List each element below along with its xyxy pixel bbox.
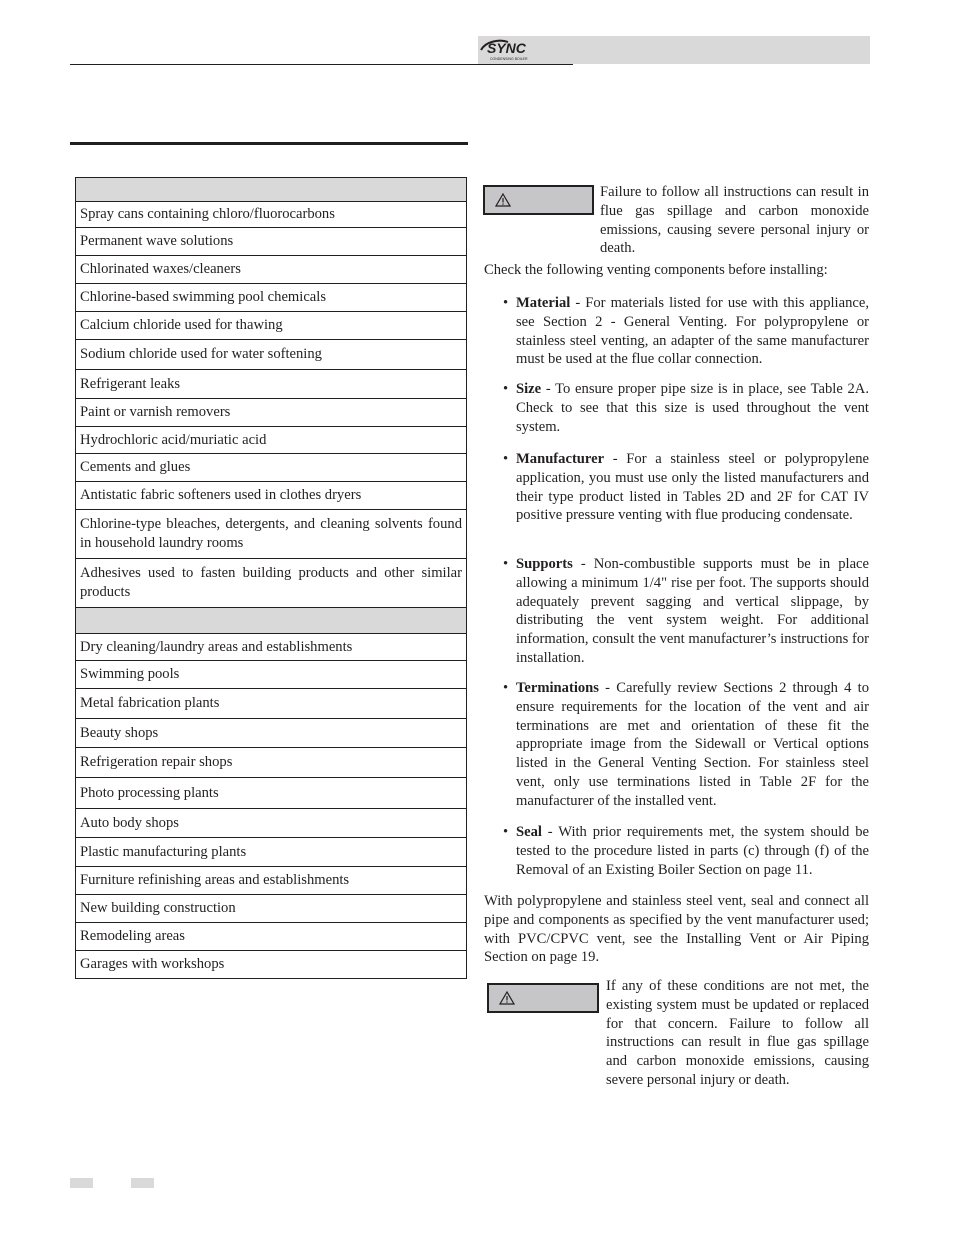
- table-row: [76, 340, 467, 370]
- bullet-dot: •: [503, 295, 509, 311]
- table-cell: Hydrochloric acid/muriatic acid: [76, 427, 467, 454]
- table-cell: Antistatic fabric softeners used in clothes dryers: [76, 482, 467, 510]
- table-cell: Garages with workshops: [76, 951, 467, 979]
- footer-page-box: [70, 1178, 93, 1188]
- bullet-item: [516, 380, 869, 436]
- bullet-text: - For a stainless steel or polypropylene application, you must use only the listed manufacturers and their type product listed in Tables 2D and 2F for CAT IV positive pressure venting with flue producing condensate.: [516, 451, 869, 524]
- warning-label-2: [487, 983, 599, 1013]
- warning-label-1: [483, 185, 594, 215]
- table-row: [76, 838, 467, 867]
- bullet-dot: •: [503, 381, 509, 397]
- bullet-text: - For materials listed for use with this appliance, see Section 2 - General Venting. For polypropylene or stainless steel venting, an adapter of the same manufacturer must be used at the flue collar connection.: [516, 295, 869, 368]
- table-cell: New building construction: [76, 895, 467, 923]
- table-cell: Chlorinated waxes/cleaners: [76, 256, 467, 284]
- table-cell: Refrigeration repair shops: [76, 748, 467, 778]
- bullet-item: [516, 823, 869, 879]
- bullet-item: [516, 450, 869, 525]
- table-row: [76, 482, 467, 510]
- bullet-item: [516, 294, 869, 369]
- table-cell: Refrigerant leaks: [76, 370, 467, 399]
- table-cell: Calcium chloride used for thawing: [76, 312, 467, 340]
- warning-text-2: If any of these conditions are not met, the existing system must be updated or replaced for that concern. Failure to follow all instructions can result in flue gas spillage and carbon monoxide emissions, causing severe personal injury or death.: [606, 978, 869, 1088]
- table-row: [76, 634, 467, 661]
- bullet-term: Supports: [516, 556, 573, 572]
- table-row: [76, 559, 467, 608]
- table-row: [76, 809, 467, 838]
- table-cell: Adhesives used to fasten building products and other similar products: [76, 559, 467, 608]
- table-row: [76, 256, 467, 284]
- table-row: [76, 427, 467, 454]
- bullet-text: - Carefully review Sections 2 through 4 to ensure requirements for the location of the vent and air terminations are met and orientation of these fit the appropriate image from the Sidewall or Vertical options listed in the General Venting Section. For stainless steel vent, only use terminations listed in Table 2F for the manufacturer of the installed vent.: [516, 680, 869, 809]
- table-cell: Furniture refinishing areas and establishments: [76, 867, 467, 895]
- sync-logo: [478, 36, 568, 64]
- table-row: [76, 370, 467, 399]
- table-cell: Paint or varnish removers: [76, 399, 467, 427]
- table-cell: Auto body shops: [76, 809, 467, 838]
- bullet-term: Material: [516, 295, 571, 311]
- bullet-term: Size: [516, 381, 542, 397]
- table-row: [76, 202, 467, 228]
- table-cell: Photo processing plants: [76, 778, 467, 809]
- bullet-term: Terminations: [516, 680, 599, 696]
- logo-text: SYNC: [487, 40, 526, 56]
- warning-triangle-icon: [499, 991, 515, 1005]
- bullet-dot: •: [503, 556, 509, 572]
- table-row: [76, 951, 467, 979]
- table-header-row: [76, 608, 467, 634]
- table-row: [76, 923, 467, 951]
- header-rule: [70, 64, 573, 65]
- table-cell: Metal fabrication plants: [76, 689, 467, 719]
- bullet-dot: •: [503, 451, 509, 467]
- table-cell: Permanent wave solutions: [76, 228, 467, 256]
- table-cell: Beauty shops: [76, 719, 467, 748]
- intro-text: Check the following venting components before installing:: [484, 262, 828, 278]
- contaminants-table: [75, 177, 467, 979]
- table-cell: Plastic manufacturing plants: [76, 838, 467, 867]
- bullet-dot: •: [503, 824, 509, 840]
- logo-subtext: CONDENSING BOILER: [490, 57, 528, 61]
- table-row: [76, 284, 467, 312]
- table-cell: Sodium chloride used for water softening: [76, 340, 467, 370]
- table-row: [76, 661, 467, 689]
- table-row: [76, 312, 467, 340]
- table-row: [76, 228, 467, 256]
- warning-triangle-icon: [495, 193, 511, 207]
- closing-text: With polypropylene and stainless steel vent, seal and connect all pipe and components as specified by the vent manufacturer used; with PVC/CPVC vent, see the Installing Vent or Air Piping Section on page 19.: [484, 893, 869, 966]
- table-row: [76, 867, 467, 895]
- table-header-row: [76, 178, 467, 202]
- table-cell: Spray cans containing chloro/fluorocarbons: [76, 202, 467, 228]
- section-rule: [70, 142, 468, 145]
- table-row: [76, 778, 467, 809]
- bullet-dot: •: [503, 680, 509, 696]
- bullet-text: - To ensure proper pipe size is in place, see Table 2A. Check to see that this size is used throughout the vent system.: [516, 381, 869, 435]
- bullet-term: Seal: [516, 824, 542, 840]
- table-row: [76, 454, 467, 482]
- table-row: [76, 689, 467, 719]
- table-cell: Chlorine-based swimming pool chemicals: [76, 284, 467, 312]
- table-cell: Swimming pools: [76, 661, 467, 689]
- table-row: [76, 510, 467, 559]
- bullet-term: Manufacturer: [516, 451, 605, 467]
- table-row: [76, 748, 467, 778]
- footer-section-box: [131, 1178, 154, 1188]
- table-cell: Dry cleaning/laundry areas and establishments: [76, 634, 467, 661]
- table-cell: Cements and glues: [76, 454, 467, 482]
- warning-text-1: Failure to follow all instructions can result in flue gas spillage and carbon monoxide emissions, causing severe personal injury or death.: [600, 184, 869, 257]
- table-row: [76, 895, 467, 923]
- bullet-item: [516, 679, 869, 811]
- table-cell: Remodeling areas: [76, 923, 467, 951]
- bullet-item: [516, 555, 869, 668]
- table-row: [76, 719, 467, 748]
- bullet-text: - Non-combustible supports must be in place allowing a minimum 1/4" rise per foot. The supports should adequately prevent sagging and vertical slippage, by distributing the vent system weight. For additional information, consult the vent manufacturer’s instructions for installation.: [516, 556, 869, 666]
- table-cell: Chlorine-type bleaches, detergents, and cleaning solvents found in household laundry rooms: [76, 510, 467, 559]
- bullet-text: - With prior requirements met, the system should be tested to the procedure listed in parts (c) through (f) of the Removal of an Existing Boiler Section on page 11.: [516, 824, 869, 878]
- table-row: [76, 399, 467, 427]
